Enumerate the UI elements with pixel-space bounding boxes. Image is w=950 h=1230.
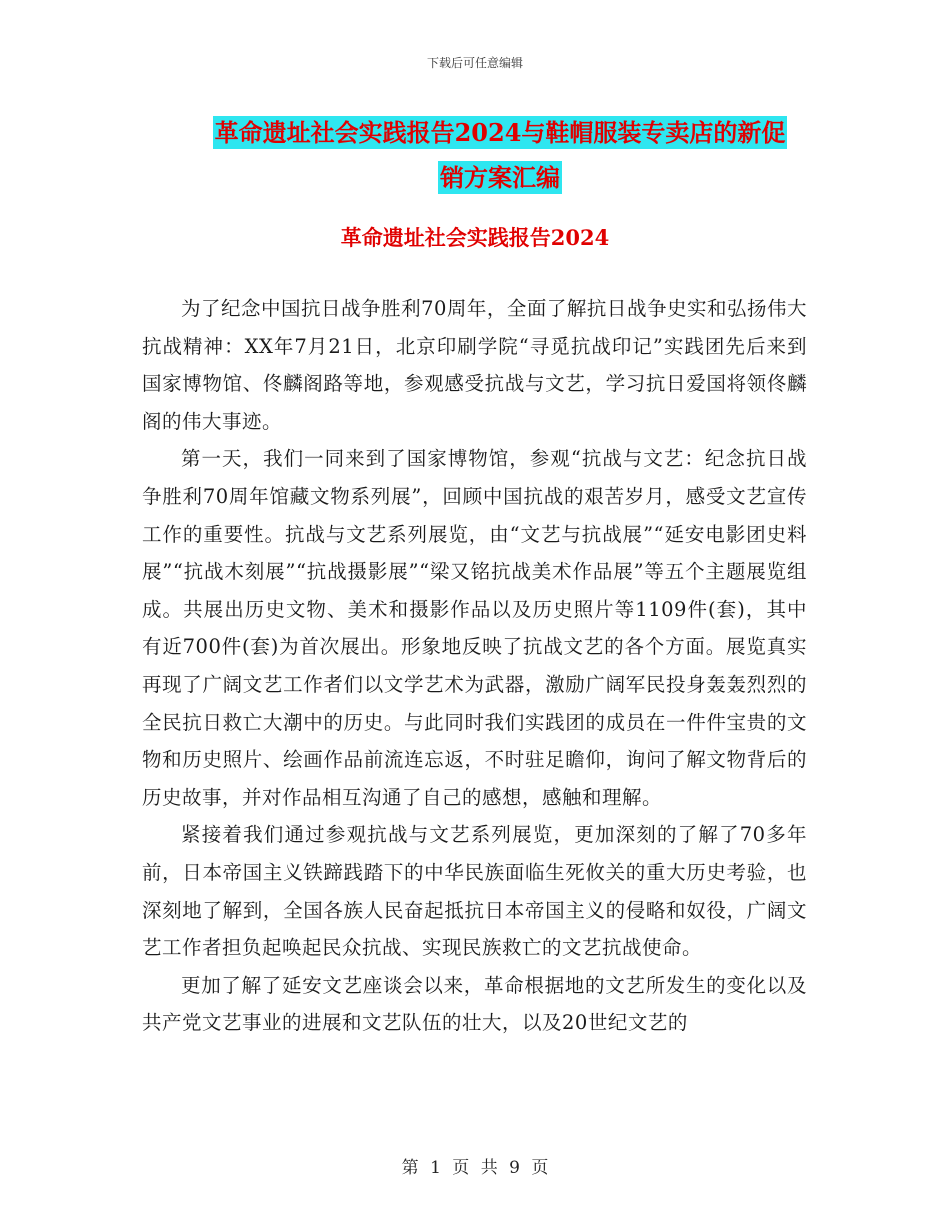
document-title-line-2: 销方案汇编 <box>440 163 560 192</box>
page-footer: 第 1 页 共 9 页 <box>401 1158 549 1178</box>
paragraph-2: 第一天，我们一同来到了国家博物馆，参观“抗战与文艺：纪念抗日战争胜利70周年馆藏文物系列展”，回顾中国抗战的艰苦岁月，感受文艺宣传工作的重要性。抗战与文艺系列展览，由“文艺与抗战展”“延安电影团史料展”“抗战木刻展”“抗战摄影展”“梁又铭抗战美术作品展”等五个主题展览组成。共展出历史文物、美术和摄影作品以及历史照片等1109件(套)，其中有近700件(套)为首次展出。形象地反映了抗战文艺的各个方面。展览真实再现了广阔文艺工作者们以文学艺术为武器，激励广阔军民投身轰轰烈烈的全民抗日救亡大潮中的历史。与此同时我们实践团的成员在一件件宝贵的文物和历史照片、绘画作品前流连忘返，不时驻足瞻仰，询问了解文物背后的历史故事，并对作品相互沟通了自己的感想，感触和理解。 <box>142 447 807 809</box>
paragraph-3: 紧接着我们通过参观抗战与文艺系列展览，更加深刻的了解了70多年前，日本帝国主义铁蹄践踏下的中华民族面临生死攸关的重大历史考验，也深刻地了解到，全国各族人民奋起抵抗日本帝国主义的侵略和奴役，广阔文艺工作者担负起唤起民众抗战、实现民族救亡的文艺抗战使命。 <box>142 823 807 960</box>
paragraph-4: 更加了解了延安文艺座谈会以来，革命根据地的文艺所发生的变化以及共产党文艺事业的进展和文艺队伍的壮大，以及20世纪文艺的 <box>142 973 807 1035</box>
paragraph-1: 为了纪念中国抗日战争胜利70周年，全面了解抗日战争史实和弘扬伟大抗战精神：XX年7月21日，北京印刷学院“寻觅抗战印记”实践团先后来到国家博物馆、佟麟阁路等地，参观感受抗战与文艺，学习抗日爱国将领佟麟阁的伟大事迹。 <box>142 297 807 433</box>
document-title <box>120 110 880 200</box>
document-title-line-1: 革命遗址社会实践报告2024与鞋帽服装专卖店的新促 <box>214 118 786 147</box>
body-text <box>142 290 807 1042</box>
header-note: 下载后可任意编辑 <box>426 56 523 70</box>
section-title: 革命遗址社会实践报告2024 <box>340 225 610 250</box>
